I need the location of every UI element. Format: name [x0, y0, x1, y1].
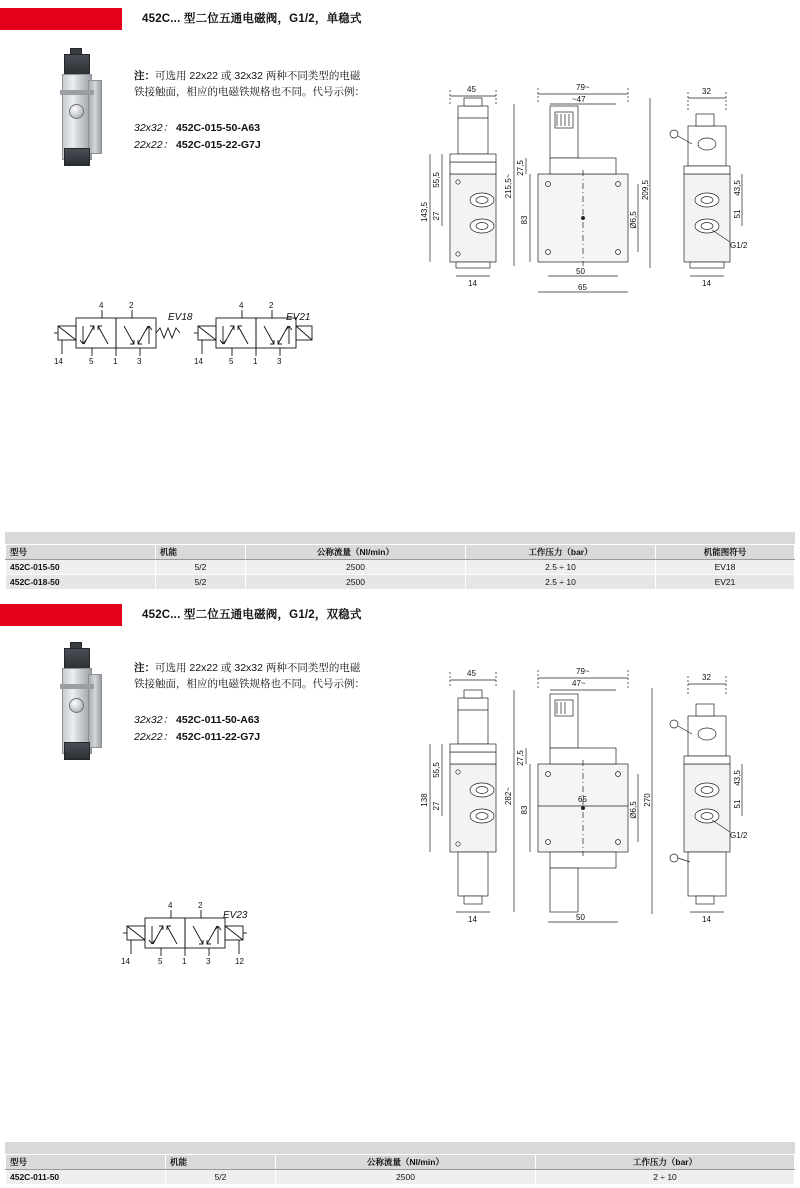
code-line [134, 120, 384, 137]
section-header-single [0, 8, 800, 34]
cell-pressure: 2.5 ÷ 10 [466, 575, 656, 590]
col-flow: 公称流量（Nl/min） [276, 1155, 536, 1170]
code-prefix: 22x22： [134, 731, 174, 743]
svg-text:83: 83 [520, 215, 529, 225]
svg-text:50: 50 [576, 267, 585, 276]
svg-text:14: 14 [468, 279, 477, 288]
accent-bar [0, 8, 122, 30]
svg-text:Ø6,5: Ø6,5 [629, 801, 638, 819]
note-single [134, 68, 366, 100]
code-prefix: 22x22： [134, 139, 174, 151]
svg-text:1: 1 [113, 357, 118, 366]
symbol-label-ev18: EV18 [168, 312, 193, 323]
svg-text:45: 45 [467, 85, 476, 94]
svg-text:79~: 79~ [576, 83, 590, 92]
cell-pressure: 2.5 ÷ 10 [466, 560, 656, 575]
svg-text:4: 4 [168, 901, 173, 910]
technical-drawing-single [400, 70, 790, 340]
svg-text:1: 1 [253, 357, 258, 366]
section-title-single: 452C... 型二位五通电磁阀，G1/2，单稳式 [142, 13, 362, 25]
svg-text:79~: 79~ [576, 667, 590, 676]
code-value: 452C-015-50-A63 [176, 122, 261, 134]
col-model: 型号 [6, 545, 156, 560]
col-pressure: 工作压力（bar） [466, 545, 656, 560]
cell-flow: 2500 [246, 575, 466, 590]
cell-flow: 2500 [246, 560, 466, 575]
code-prefix: 32x32： [134, 122, 174, 134]
table-topband-double [5, 1142, 795, 1154]
code-value: 452C-011-50-A63 [176, 714, 260, 726]
svg-text:215,5~: 215,5~ [504, 173, 513, 199]
svg-text:14: 14 [702, 279, 711, 288]
col-function: 机能 [156, 545, 246, 560]
svg-text:14: 14 [468, 915, 477, 924]
svg-text:51: 51 [733, 799, 742, 809]
code-value: 452C-011-22-G7J [176, 731, 261, 743]
cell-symbol: EV18 [656, 560, 795, 575]
svg-text:43,5: 43,5 [733, 770, 742, 786]
svg-text:4: 4 [99, 301, 104, 310]
col-function: 机能 [166, 1155, 276, 1170]
symbol-label-ev21: EV21 [286, 312, 311, 323]
svg-text:27,5: 27,5 [516, 160, 525, 176]
section-header-double [0, 604, 800, 630]
svg-text:12: 12 [235, 957, 244, 966]
svg-text:1: 1 [182, 957, 187, 966]
cell-model: 452C-018-50 [6, 575, 156, 590]
svg-text:3: 3 [137, 357, 142, 366]
table-header-row [6, 545, 795, 560]
code-line [134, 729, 384, 746]
svg-text:3: 3 [277, 357, 282, 366]
cell-flow: 2500 [276, 1170, 536, 1185]
product-photo-double [40, 640, 124, 760]
note-double [134, 660, 366, 692]
col-model: 型号 [6, 1155, 166, 1170]
svg-text:14: 14 [702, 915, 711, 924]
note-text-single: 可选用 22x22 或 32x32 两种不同类型的电磁铁接触面，相应的电磁铁规格也不同。代号示例： [134, 70, 365, 98]
table-row [6, 1170, 795, 1185]
code-line [134, 137, 384, 154]
svg-text:14: 14 [121, 957, 130, 966]
svg-text:209,5: 209,5 [641, 179, 650, 201]
code-examples-single [134, 120, 384, 154]
code-line [134, 712, 384, 729]
svg-text:2: 2 [269, 301, 274, 310]
cell-function: 5/2 [156, 560, 246, 575]
code-prefix: 32x32： [134, 714, 174, 726]
cell-pressure: 2 ÷ 10 [536, 1170, 795, 1185]
svg-text:G1/2: G1/2 [730, 831, 748, 840]
svg-text:43,5: 43,5 [733, 180, 742, 196]
svg-text:5: 5 [158, 957, 163, 966]
section-title-double: 452C... 型二位五通电磁阀，G1/2，双稳式 [142, 609, 362, 621]
note-lead-double: 注： [134, 662, 155, 674]
symbol-label-ev23: EV23 [223, 910, 248, 921]
note-text-double: 可选用 22x22 或 32x32 两种不同类型的电磁铁接触面，相应的电磁铁规格也不同。代号示例： [134, 662, 365, 690]
svg-text:~47: ~47 [572, 95, 586, 104]
cell-function: 5/2 [166, 1170, 276, 1185]
svg-text:47~: 47~ [572, 679, 586, 688]
table-row [6, 575, 795, 590]
table-row [6, 560, 795, 575]
svg-text:65: 65 [578, 283, 587, 292]
svg-text:14: 14 [194, 357, 203, 366]
svg-text:282~: 282~ [504, 786, 513, 806]
accent-bar [0, 604, 122, 626]
svg-text:27: 27 [432, 211, 441, 221]
cell-function: 5/2 [156, 575, 246, 590]
cell-model: 452C-011-50 [6, 1170, 166, 1185]
svg-text:27: 27 [432, 801, 441, 811]
spec-table-single [5, 544, 795, 590]
col-flow: 公称流量（Nl/min） [246, 545, 466, 560]
code-value: 452C-015-22-G7J [176, 139, 261, 151]
svg-text:45: 45 [467, 669, 476, 678]
cell-model: 452C-015-50 [6, 560, 156, 575]
spec-table-double [5, 1154, 795, 1185]
svg-text:5: 5 [89, 357, 94, 366]
col-symbol: 机能图符号 [656, 545, 795, 560]
svg-text:270: 270 [643, 793, 652, 807]
svg-text:83: 83 [520, 805, 529, 815]
svg-text:27,5: 27,5 [516, 750, 525, 766]
code-examples-double [134, 712, 384, 746]
table-topband-single [5, 532, 795, 544]
svg-text:65: 65 [578, 795, 587, 804]
symbol-ev21 [176, 300, 356, 375]
svg-text:143,5: 143,5 [420, 201, 429, 223]
svg-text:5: 5 [229, 357, 234, 366]
symbol-ev23 [105, 900, 285, 975]
svg-text:32: 32 [702, 673, 711, 682]
col-pressure: 工作压力（bar） [536, 1155, 795, 1170]
svg-text:3: 3 [206, 957, 211, 966]
svg-text:138: 138 [420, 793, 429, 807]
note-lead-single: 注： [134, 70, 155, 82]
svg-text:32: 32 [702, 87, 711, 96]
svg-text:55,5: 55,5 [432, 172, 441, 188]
svg-text:G1/2: G1/2 [730, 241, 748, 250]
svg-text:2: 2 [198, 901, 203, 910]
svg-text:14: 14 [54, 357, 63, 366]
cell-symbol: EV21 [656, 575, 795, 590]
svg-text:50: 50 [576, 913, 585, 922]
svg-text:4: 4 [239, 301, 244, 310]
svg-text:Ø6,5: Ø6,5 [629, 211, 638, 229]
technical-drawing-double [400, 650, 790, 970]
table-header-row [6, 1155, 795, 1170]
product-photo-single [40, 46, 124, 166]
svg-text:55,5: 55,5 [432, 762, 441, 778]
svg-text:51: 51 [733, 209, 742, 219]
svg-text:2: 2 [129, 301, 134, 310]
